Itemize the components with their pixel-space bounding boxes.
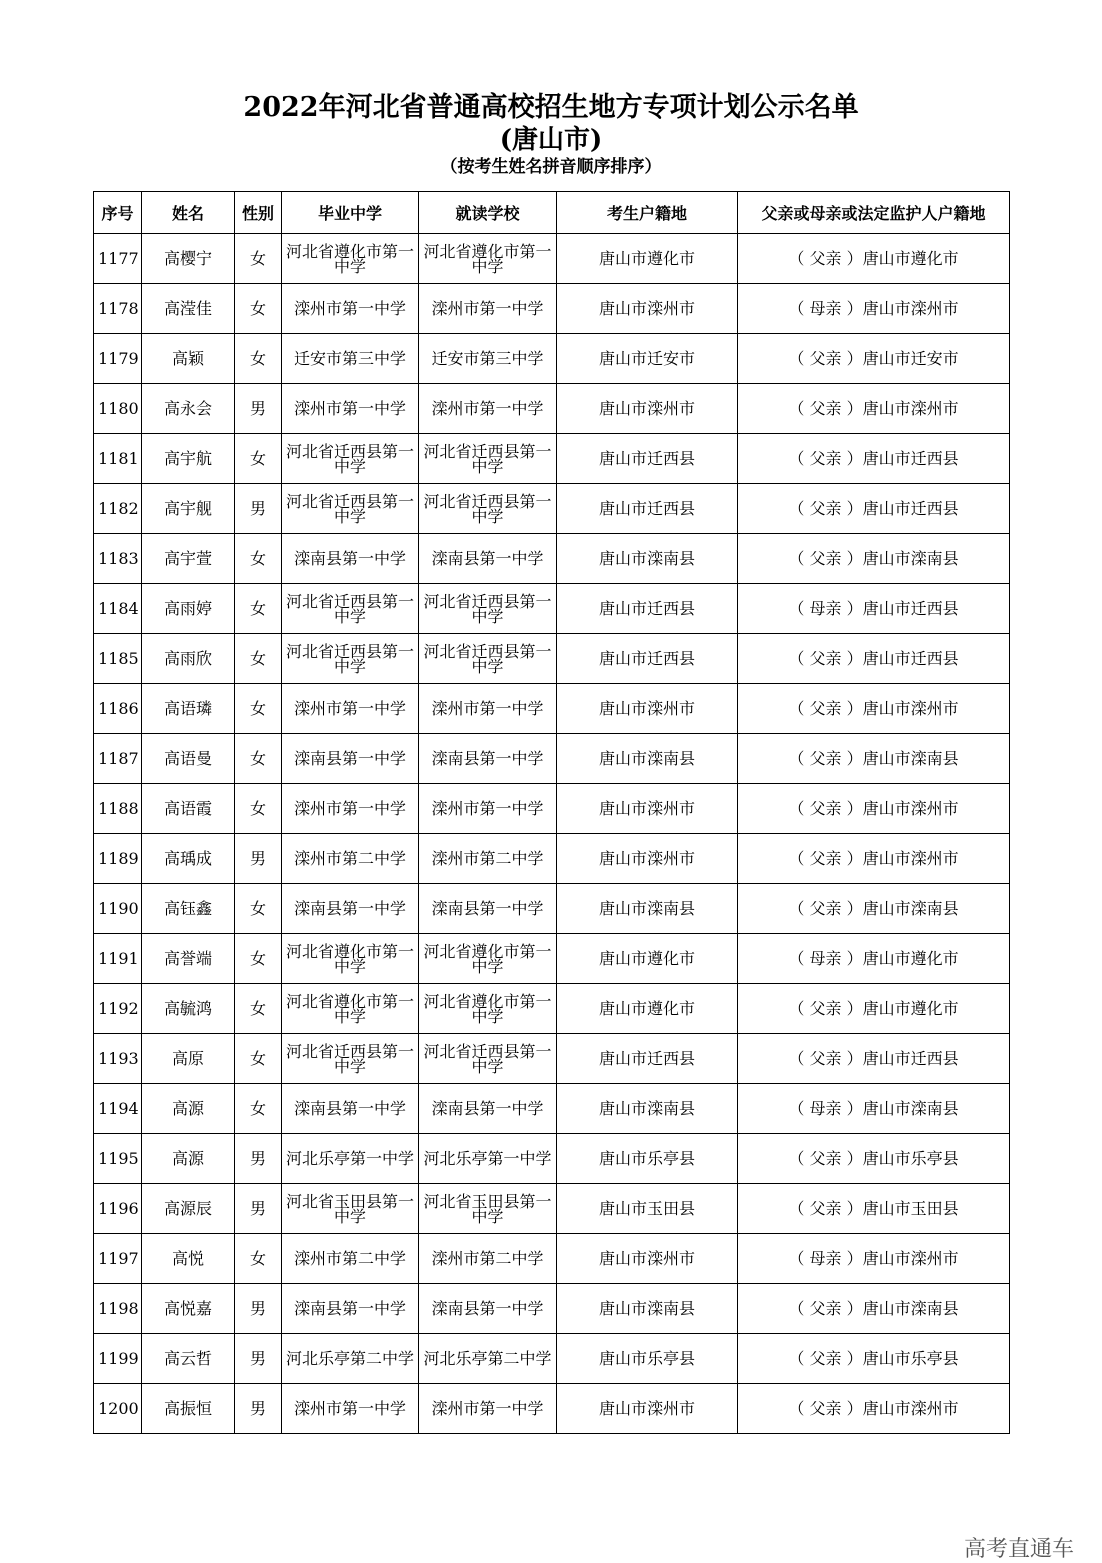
cell-current-school: 迁安市第三中学 (419, 334, 557, 384)
table-row (94, 1334, 1010, 1384)
cell-guardian-residence: （ 母亲 ）唐山市滦州市 (738, 284, 1010, 334)
cell-no: 1178 (94, 284, 142, 334)
cell-no: 1193 (94, 1034, 142, 1084)
cell-student-residence: 唐山市滦州市 (557, 284, 738, 334)
cell-guardian-residence: （ 父亲 ）唐山市滦南县 (738, 884, 1010, 934)
table-row (94, 784, 1010, 834)
cell-name: 高原 (142, 1034, 235, 1084)
cell-graduation-school: 河北省遵化市第一中学 (282, 984, 419, 1034)
cell-guardian-residence: （ 父亲 ）唐山市玉田县 (738, 1184, 1010, 1234)
cell-student-residence: 唐山市遵化市 (557, 984, 738, 1034)
cell-current-school: 滦州市第二中学 (419, 834, 557, 884)
cell-no: 1188 (94, 784, 142, 834)
cell-name: 高源 (142, 1134, 235, 1184)
cell-gender: 男 (235, 1334, 282, 1384)
table-row (94, 384, 1010, 434)
table-row (94, 734, 1010, 784)
cell-student-residence: 唐山市滦南县 (557, 534, 738, 584)
table-row (94, 934, 1010, 984)
cell-name: 高源 (142, 1084, 235, 1134)
cell-no: 1181 (94, 434, 142, 484)
cell-student-residence: 唐山市滦州市 (557, 834, 738, 884)
table-row (94, 234, 1010, 284)
cell-student-residence: 唐山市滦州市 (557, 384, 738, 434)
cell-no: 1184 (94, 584, 142, 634)
cell-student-residence: 唐山市迁西县 (557, 484, 738, 534)
sort-note: （按考生姓名拼音顺序排序） (440, 157, 662, 177)
cell-guardian-residence: （ 父亲 ）唐山市滦州市 (738, 684, 1010, 734)
cell-graduation-school: 滦州市第一中学 (282, 384, 419, 434)
cell-student-residence: 唐山市遵化市 (557, 234, 738, 284)
cell-graduation-school: 河北乐亭第二中学 (282, 1334, 419, 1384)
cell-name: 高宇舰 (142, 484, 235, 534)
cell-graduation-school: 迁安市第三中学 (282, 334, 419, 384)
cell-gender: 女 (235, 684, 282, 734)
table-row (94, 1384, 1010, 1434)
cell-graduation-school: 滦南县第一中学 (282, 734, 419, 784)
cell-no: 1200 (94, 1384, 142, 1434)
table-row (94, 1034, 1010, 1084)
cell-name: 高语璘 (142, 684, 235, 734)
column-header-student-residence: 考生户籍地 (557, 192, 738, 234)
cell-guardian-residence: （ 父亲 ）唐山市迁西县 (738, 484, 1010, 534)
cell-graduation-school: 河北省迁西县第一中学 (282, 434, 419, 484)
cell-name: 高雨婷 (142, 584, 235, 634)
cell-student-residence: 唐山市滦南县 (557, 734, 738, 784)
cell-graduation-school: 滦州市第二中学 (282, 834, 419, 884)
cell-guardian-residence: （ 父亲 ）唐山市滦州市 (738, 834, 1010, 884)
cell-no: 1179 (94, 334, 142, 384)
cell-gender: 女 (235, 884, 282, 934)
table-row (94, 584, 1010, 634)
cell-student-residence: 唐山市滦南县 (557, 1284, 738, 1334)
table-row (94, 534, 1010, 584)
cell-guardian-residence: （ 母亲 ）唐山市遵化市 (738, 934, 1010, 984)
column-header-current-school: 就读学校 (419, 192, 557, 234)
cell-no: 1185 (94, 634, 142, 684)
cell-no: 1197 (94, 1234, 142, 1284)
cell-guardian-residence: （ 父亲 ）唐山市滦南县 (738, 534, 1010, 584)
cell-name: 高颖 (142, 334, 235, 384)
cell-guardian-residence: （ 父亲 ）唐山市乐亭县 (738, 1334, 1010, 1384)
cell-student-residence: 唐山市迁安市 (557, 334, 738, 384)
cell-gender: 女 (235, 584, 282, 634)
cell-student-residence: 唐山市滦州市 (557, 784, 738, 834)
cell-gender: 女 (235, 934, 282, 984)
table-row (94, 684, 1010, 734)
cell-current-school: 河北省遵化市第一中学 (419, 984, 557, 1034)
cell-name: 高振恒 (142, 1384, 235, 1434)
cell-name: 高云哲 (142, 1334, 235, 1384)
cell-guardian-residence: （ 父亲 ）唐山市迁西县 (738, 634, 1010, 684)
cell-current-school: 滦州市第一中学 (419, 284, 557, 334)
cell-student-residence: 唐山市迁西县 (557, 584, 738, 634)
cell-no: 1189 (94, 834, 142, 884)
cell-current-school: 河北省迁西县第一中学 (419, 1034, 557, 1084)
cell-guardian-residence: （ 父亲 ）唐山市滦州市 (738, 384, 1010, 434)
cell-guardian-residence: （ 父亲 ）唐山市迁西县 (738, 1034, 1010, 1084)
roster-table (93, 191, 1010, 1434)
cell-current-school: 滦州市第一中学 (419, 684, 557, 734)
cell-guardian-residence: （ 母亲 ）唐山市滦州市 (738, 1234, 1010, 1284)
cell-gender: 女 (235, 734, 282, 784)
cell-gender: 男 (235, 1284, 282, 1334)
cell-no: 1180 (94, 384, 142, 434)
table-row (94, 334, 1010, 384)
cell-graduation-school: 滦南县第一中学 (282, 1284, 419, 1334)
cell-current-school: 河北乐亭第二中学 (419, 1334, 557, 1384)
cell-graduation-school: 滦州市第二中学 (282, 1234, 419, 1284)
cell-graduation-school: 河北乐亭第一中学 (282, 1134, 419, 1184)
cell-name: 高永会 (142, 384, 235, 434)
cell-gender: 女 (235, 784, 282, 834)
cell-student-residence: 唐山市玉田县 (557, 1184, 738, 1234)
cell-current-school: 滦南县第一中学 (419, 534, 557, 584)
cell-name: 高钰鑫 (142, 884, 235, 934)
cell-student-residence: 唐山市遵化市 (557, 934, 738, 984)
cell-gender: 女 (235, 1234, 282, 1284)
cell-guardian-residence: （ 父亲 ）唐山市迁西县 (738, 434, 1010, 484)
cell-no: 1177 (94, 234, 142, 284)
cell-gender: 女 (235, 1034, 282, 1084)
cell-current-school: 滦州市第一中学 (419, 784, 557, 834)
cell-guardian-residence: （ 父亲 ）唐山市迁安市 (738, 334, 1010, 384)
cell-name: 高毓鸿 (142, 984, 235, 1034)
table-row (94, 1184, 1010, 1234)
cell-graduation-school: 滦南县第一中学 (282, 1084, 419, 1134)
cell-graduation-school: 滦州市第一中学 (282, 784, 419, 834)
cell-student-residence: 唐山市乐亭县 (557, 1334, 738, 1384)
table-row (94, 884, 1010, 934)
cell-name: 高语曼 (142, 734, 235, 784)
cell-graduation-school: 河北省玉田县第一中学 (282, 1184, 419, 1234)
cell-student-residence: 唐山市滦州市 (557, 1384, 738, 1434)
cell-gender: 女 (235, 234, 282, 284)
cell-no: 1194 (94, 1084, 142, 1134)
cell-name: 高誉端 (142, 934, 235, 984)
cell-current-school: 滦南县第一中学 (419, 884, 557, 934)
cell-no: 1191 (94, 934, 142, 984)
cell-student-residence: 唐山市乐亭县 (557, 1134, 738, 1184)
cell-graduation-school: 河北省遵化市第一中学 (282, 234, 419, 284)
cell-gender: 男 (235, 1134, 282, 1184)
cell-graduation-school: 河北省迁西县第一中学 (282, 1034, 419, 1084)
table-row (94, 284, 1010, 334)
column-header-gender: 性别 (235, 192, 282, 234)
cell-current-school: 河北省迁西县第一中学 (419, 584, 557, 634)
table-row (94, 434, 1010, 484)
cell-no: 1192 (94, 984, 142, 1034)
cell-no: 1190 (94, 884, 142, 934)
cell-name: 高滢佳 (142, 284, 235, 334)
cell-guardian-residence: （ 父亲 ）唐山市遵化市 (738, 984, 1010, 1034)
page-title: 2022年河北省普通高校招生地方专项计划公示名单 (243, 92, 859, 123)
column-header-guardian-residence: 父亲或母亲或法定监护人户籍地 (738, 192, 1010, 234)
cell-name: 高语霞 (142, 784, 235, 834)
cell-gender: 女 (235, 334, 282, 384)
watermark-text: 高考直通车 (963, 1537, 1074, 1562)
cell-gender: 男 (235, 1184, 282, 1234)
cell-no: 1182 (94, 484, 142, 534)
cell-student-residence: 唐山市滦南县 (557, 884, 738, 934)
cell-current-school: 河北省遵化市第一中学 (419, 234, 557, 284)
cell-graduation-school: 河北省遵化市第一中学 (282, 934, 419, 984)
cell-student-residence: 唐山市滦州市 (557, 684, 738, 734)
cell-guardian-residence: （ 父亲 ）唐山市滦南县 (738, 1284, 1010, 1334)
column-header-name: 姓名 (142, 192, 235, 234)
cell-gender: 男 (235, 484, 282, 534)
cell-guardian-residence: （ 母亲 ）唐山市滦南县 (738, 1084, 1010, 1134)
cell-gender: 女 (235, 984, 282, 1034)
cell-gender: 男 (235, 384, 282, 434)
cell-current-school: 滦州市第一中学 (419, 1384, 557, 1434)
cell-graduation-school: 滦州市第一中学 (282, 684, 419, 734)
table-row (94, 1134, 1010, 1184)
cell-no: 1199 (94, 1334, 142, 1384)
cell-student-residence: 唐山市迁西县 (557, 634, 738, 684)
table-row (94, 1234, 1010, 1284)
cell-student-residence: 唐山市迁西县 (557, 1034, 738, 1084)
cell-current-school: 滦南县第一中学 (419, 1284, 557, 1334)
cell-current-school: 河北省玉田县第一中学 (419, 1184, 557, 1234)
cell-guardian-residence: （ 父亲 ）唐山市滦州市 (738, 1384, 1010, 1434)
cell-graduation-school: 滦南县第一中学 (282, 884, 419, 934)
cell-name: 高樱宁 (142, 234, 235, 284)
cell-graduation-school: 滦州市第一中学 (282, 284, 419, 334)
cell-no: 1198 (94, 1284, 142, 1334)
cell-name: 高源辰 (142, 1184, 235, 1234)
cell-current-school: 河北省迁西县第一中学 (419, 634, 557, 684)
cell-current-school: 滦南县第一中学 (419, 734, 557, 784)
cell-gender: 女 (235, 1084, 282, 1134)
table-row (94, 834, 1010, 884)
city-subtitle: (唐山市) (499, 125, 603, 155)
cell-gender: 女 (235, 634, 282, 684)
cell-current-school: 河北省遵化市第一中学 (419, 934, 557, 984)
cell-name: 高瑀成 (142, 834, 235, 884)
cell-gender: 女 (235, 534, 282, 584)
cell-guardian-residence: （ 父亲 ）唐山市乐亭县 (738, 1134, 1010, 1184)
cell-guardian-residence: （ 父亲 ）唐山市滦州市 (738, 784, 1010, 834)
cell-no: 1186 (94, 684, 142, 734)
cell-student-residence: 唐山市滦州市 (557, 1234, 738, 1284)
cell-name: 高悦 (142, 1234, 235, 1284)
column-header-no: 序号 (94, 192, 142, 234)
cell-current-school: 滦州市第二中学 (419, 1234, 557, 1284)
table-row (94, 984, 1010, 1034)
table-header-row (94, 192, 1010, 234)
cell-gender: 女 (235, 284, 282, 334)
cell-gender: 男 (235, 1384, 282, 1434)
cell-guardian-residence: （ 父亲 ）唐山市滦南县 (738, 734, 1010, 784)
cell-current-school: 河北省迁西县第一中学 (419, 484, 557, 534)
cell-current-school: 河北省迁西县第一中学 (419, 434, 557, 484)
cell-no: 1183 (94, 534, 142, 584)
cell-current-school: 滦南县第一中学 (419, 1084, 557, 1134)
cell-current-school: 河北乐亭第一中学 (419, 1134, 557, 1184)
cell-graduation-school: 滦州市第一中学 (282, 1384, 419, 1434)
table-row (94, 1284, 1010, 1334)
cell-no: 1195 (94, 1134, 142, 1184)
cell-graduation-school: 滦南县第一中学 (282, 534, 419, 584)
cell-gender: 女 (235, 434, 282, 484)
cell-guardian-residence: （ 父亲 ）唐山市遵化市 (738, 234, 1010, 284)
cell-graduation-school: 河北省迁西县第一中学 (282, 584, 419, 634)
cell-name: 高雨欣 (142, 634, 235, 684)
cell-current-school: 滦州市第一中学 (419, 384, 557, 434)
cell-student-residence: 唐山市滦南县 (557, 1084, 738, 1134)
cell-student-residence: 唐山市迁西县 (557, 434, 738, 484)
cell-name: 高宇航 (142, 434, 235, 484)
cell-guardian-residence: （ 母亲 ）唐山市迁西县 (738, 584, 1010, 634)
cell-name: 高宇萱 (142, 534, 235, 584)
cell-no: 1196 (94, 1184, 142, 1234)
column-header-graduation-school: 毕业中学 (282, 192, 419, 234)
table-row (94, 634, 1010, 684)
cell-graduation-school: 河北省迁西县第一中学 (282, 634, 419, 684)
table-row (94, 1084, 1010, 1134)
cell-name: 高悦嘉 (142, 1284, 235, 1334)
cell-graduation-school: 河北省迁西县第一中学 (282, 484, 419, 534)
table-row (94, 484, 1010, 534)
cell-no: 1187 (94, 734, 142, 784)
cell-gender: 男 (235, 834, 282, 884)
